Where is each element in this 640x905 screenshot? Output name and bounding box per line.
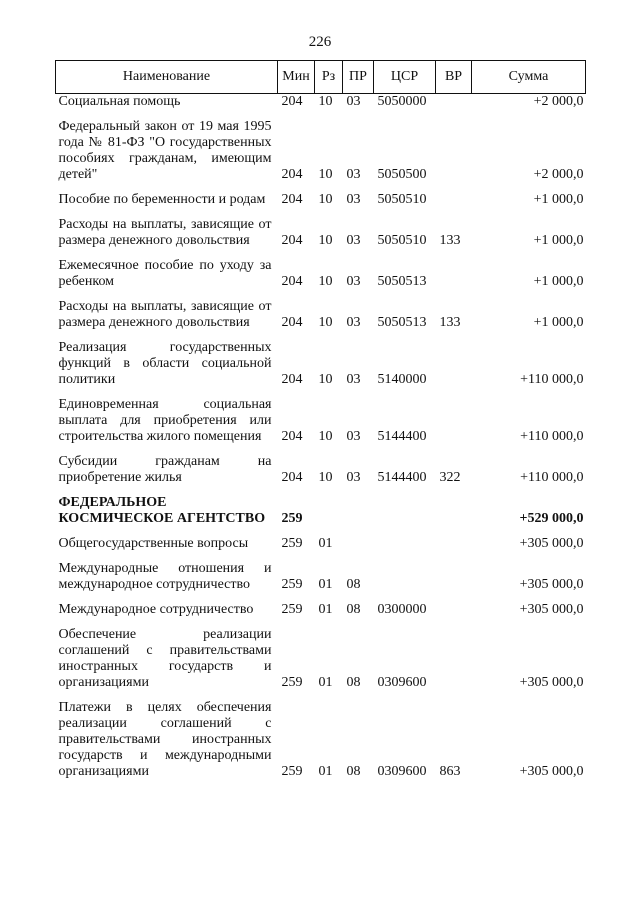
row-csr: 5050510 [377,233,427,248]
row-rz: 10 [318,315,333,330]
row-min: 204 [281,372,303,387]
header-min: Мин [278,61,315,94]
row-name: Общегосударственные вопросы [58,536,249,551]
row-vr [436,186,472,211]
row-rz: 10 [318,274,333,289]
table-row [56,186,586,211]
row-name: Федеральный закон от 19 мая 1995 года № 81-ФЗ "О государственных пособиях гражданам, имеющим детей" [58,119,272,182]
row-rz: 10 [318,233,333,248]
row-vr [436,334,472,391]
row-rz: 10 [318,372,333,387]
row-name: Социальная помощь [58,94,181,109]
row-csr: 0309600 [377,675,427,690]
header-rz: Рз [315,61,343,94]
row-min: 259 [281,577,303,592]
row-csr [374,530,436,555]
row-pr: 03 [346,94,361,109]
row-min: 259 [281,602,303,617]
row-sum: +305 000,0 [519,602,584,617]
row-min: 204 [281,94,303,109]
row-rz: 10 [318,167,333,182]
table-row [56,555,586,596]
header-pr: ПР [343,61,374,94]
row-name: Расходы на выплаты, зависящие от размера денежного довольствия [58,299,272,330]
row-rz: 01 [318,577,333,592]
row-rz: 01 [318,675,333,690]
row-pr [343,489,374,530]
row-vr: 133 [439,233,461,248]
row-csr: 0300000 [377,602,427,617]
row-vr [436,252,472,293]
row-sum: +305 000,0 [519,675,584,690]
row-rz [315,489,343,530]
row-rz: 01 [318,536,333,551]
row-csr: 5050500 [377,167,427,182]
row-vr [436,555,472,596]
header-name: Наименование [56,61,278,94]
row-vr [436,596,472,621]
row-name: Реализация государственных функций в области социальной политики [58,340,272,387]
page-number: 226 [308,34,332,50]
row-sum: +2 000,0 [533,167,584,182]
row-name: Единовременная социальная выплата для приобретения или строительства жилого помещения [58,397,272,444]
row-min: 204 [281,233,303,248]
row-sum: +305 000,0 [519,577,584,592]
row-pr: 03 [346,233,361,248]
row-min: 259 [281,511,303,526]
row-pr: 08 [346,602,361,617]
row-min: 204 [281,192,303,207]
row-sum: +110 000,0 [520,372,584,387]
row-rz: 10 [318,470,333,485]
row-min: 259 [281,536,303,551]
row-pr [343,530,374,555]
table-row [56,334,586,391]
row-sum: +1 000,0 [533,315,584,330]
row-name: Платежи в целях обеспечения реализации соглашений с правительствами иностранных государств и международными организациями [58,700,272,779]
row-csr: 5140000 [377,372,427,387]
table-row [56,113,586,186]
row-pr: 03 [346,372,361,387]
row-sum: +1 000,0 [533,233,584,248]
row-pr: 03 [346,429,361,444]
row-vr [436,113,472,186]
row-pr: 03 [346,274,361,289]
table-row [56,596,586,621]
row-csr: 5050513 [377,315,427,330]
budget-table [55,60,586,783]
row-name: Международные отношения и международное сотрудничество [58,561,272,592]
row-name: Международное сотрудничество [58,602,254,617]
row-sum: +1 000,0 [533,192,584,207]
row-csr: 5050000 [377,94,427,109]
row-csr: 5050513 [377,274,427,289]
row-csr: 5144400 [377,470,427,485]
row-csr: 5050510 [377,192,427,207]
row-min: 204 [281,315,303,330]
row-sum: +529 000,0 [519,511,584,526]
table-row [56,293,586,334]
row-sum: +305 000,0 [519,536,584,551]
row-pr: 03 [346,167,361,182]
row-sum: +305 000,0 [519,764,584,779]
row-min: 204 [281,470,303,485]
row-vr: 863 [439,764,461,779]
table-row [56,211,586,252]
table-row [56,694,586,783]
table-row [56,448,586,489]
row-min: 204 [281,429,303,444]
row-name: Ежемесячное пособие по уходу за ребенком [58,258,272,289]
row-min: 259 [281,764,303,779]
row-min: 259 [281,675,303,690]
table-row [56,621,586,694]
row-csr [374,555,436,596]
row-pr: 08 [346,675,361,690]
row-name: ФЕДЕРАЛЬНОЕ КОСМИЧЕСКОЕ АГЕНТСТВО [58,495,266,526]
table-row [56,94,586,114]
row-rz: 10 [318,429,333,444]
row-sum: +2 000,0 [533,94,584,109]
row-rz: 10 [318,192,333,207]
header-csr: ЦСР [374,61,436,94]
row-min: 204 [281,274,303,289]
row-vr [436,621,472,694]
table-header-row [56,61,586,94]
row-name: Расходы на выплаты, зависящие от размера денежного довольствия [58,217,272,248]
row-pr: 08 [346,764,361,779]
row-sum: +110 000,0 [520,470,584,485]
row-rz: 10 [318,94,333,109]
header-sum: Сумма [472,61,586,94]
table-row-agency [56,489,586,530]
row-pr: 03 [346,315,361,330]
row-vr [436,530,472,555]
row-name: Пособие по беременности и родам [58,192,266,207]
row-vr [436,94,472,114]
row-min: 204 [281,167,303,182]
row-pr: 03 [346,192,361,207]
row-rz: 01 [318,602,333,617]
row-vr [436,391,472,448]
row-sum: +110 000,0 [520,429,584,444]
row-name: Субсидии гражданам на приобретение жилья [58,454,272,485]
row-pr: 08 [346,577,361,592]
row-vr [436,489,472,530]
row-vr: 133 [439,315,461,330]
row-rz: 01 [318,764,333,779]
row-csr [374,489,436,530]
header-vr: ВР [436,61,472,94]
table-row [56,530,586,555]
row-sum: +1 000,0 [533,274,584,289]
row-name: Обеспечение реализации соглашений с правительствами иностранных государств и организациями [58,627,272,690]
row-csr: 5144400 [377,429,427,444]
row-vr: 322 [439,470,461,485]
row-pr: 03 [346,470,361,485]
table-row [56,252,586,293]
row-csr: 0309600 [377,764,427,779]
table-row [56,391,586,448]
